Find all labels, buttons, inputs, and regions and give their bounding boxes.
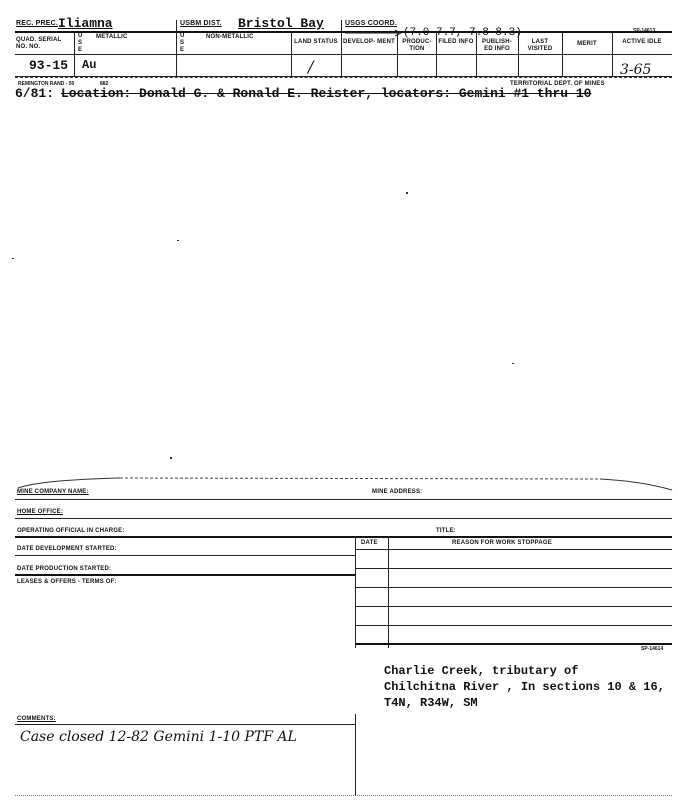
location-date: 6/81: — [15, 86, 55, 101]
speck — [12, 258, 14, 259]
rule — [15, 724, 355, 725]
location-text: Location: Donald G. & Ronald E. Reister, locators: Gemini #1 thru 10 — [61, 86, 592, 101]
quad-serial-value: 93-15 — [29, 58, 69, 73]
rule — [355, 606, 672, 607]
nonmetallic-label: NON-METALLIC — [206, 34, 254, 40]
production-label: PRODUC- TION — [402, 39, 432, 52]
development-label: DEVELOP- MENT — [343, 39, 395, 45]
rec-prec-label: REC. PREC. — [16, 20, 59, 27]
usgs-coord-label: USGS COORD. — [345, 20, 397, 27]
quad-serial-label: QUAD. SERIAL NO. NO. — [16, 37, 62, 50]
speck — [406, 192, 408, 194]
date-production-label: DATE PRODUCTION STARTED: — [17, 566, 112, 572]
rule — [355, 643, 672, 645]
mine-company-label: MINE COMPANY NAME: — [17, 489, 89, 495]
printer-note: REMINGTON RAND - 50 — [18, 81, 75, 87]
speck — [512, 363, 514, 364]
metallic-label: METALLIC — [96, 34, 128, 40]
rule — [15, 574, 355, 576]
date-column-label: DATE — [361, 540, 378, 546]
col-divider — [74, 31, 75, 76]
territorial-stamp: TERRITORIAL DEPT. OF MINES — [510, 81, 605, 87]
location-desc-line2: Chilchitna River , In sections 10 & 16, — [384, 680, 665, 694]
col-divider — [291, 31, 292, 76]
published-info-label: PUBLISH- ED INFO — [482, 39, 512, 52]
use-label-metallic: U S E — [78, 33, 83, 53]
rule — [355, 587, 672, 588]
usbm-dist-label: USBM DIST. — [180, 20, 222, 27]
location-desc-line1: Charlie Creek, tributary of — [384, 664, 579, 678]
comments-text: Case closed 12-82 Gemini 1-10 PTF AL — [20, 729, 297, 745]
printer-code: 882 — [100, 81, 109, 87]
form-number-bottom: SP-14614 — [641, 646, 664, 652]
speck — [177, 240, 179, 241]
table-left-border — [355, 536, 356, 648]
reason-stoppage-label: REASON FOR WORK STOPPAGE — [452, 540, 552, 546]
merit-label: MERIT — [577, 41, 597, 47]
land-status-mark: / — [308, 57, 314, 76]
bottom-noise — [15, 795, 672, 796]
leases-label: LEASES & OFFERS - TERMS OF: — [17, 579, 117, 585]
rec-prec-value: Iliamna — [58, 16, 113, 31]
rule — [15, 536, 672, 538]
date-development-label: DATE DEVELOPMENT STARTED: — [17, 546, 117, 552]
rule — [15, 555, 355, 556]
comments-label: COMMENTS: — [17, 716, 56, 722]
usgs-coord-value: (7.0-7.7, 7.8-8.3) — [403, 27, 522, 39]
col-divider — [562, 31, 563, 76]
mine-address-label: MINE ADDRESS: — [372, 489, 423, 495]
table-date-divider — [388, 536, 389, 648]
rule — [15, 499, 672, 500]
metallic-value: Au — [82, 58, 97, 72]
header-top-rule — [15, 31, 672, 33]
col-divider — [176, 20, 177, 76]
col-divider — [341, 20, 342, 76]
usbm-dist-value: Bristol Bay — [238, 16, 324, 31]
rule — [355, 568, 672, 569]
active-idle-label: ACTIVE IDLE — [622, 39, 662, 45]
home-office-label: HOME OFFICE: — [17, 509, 64, 515]
header-mid-rule — [15, 54, 672, 55]
use-label-nonmetallic: U S E — [180, 33, 185, 53]
location-desc-line3: T4N, R34W, SM — [384, 696, 478, 710]
last-visited-label: LAST VISITED — [527, 39, 553, 52]
rule — [355, 625, 672, 626]
rule — [15, 518, 672, 519]
form-number-top: SP-14613 — [633, 28, 656, 34]
col-divider — [612, 31, 613, 76]
title-label: TITLE: — [436, 528, 456, 534]
col-divider — [397, 31, 398, 76]
active-idle-value: 3-65 — [620, 62, 652, 78]
card-edge-curve — [0, 472, 678, 492]
rule — [355, 549, 672, 550]
operating-official-label: OPERATING OFFICIAL IN CHARGE: — [17, 528, 125, 534]
coord-arrow-line — [345, 29, 403, 37]
header-dash-rule — [15, 77, 672, 78]
speck — [170, 457, 172, 459]
filed-info-label: FILED INFO — [438, 39, 474, 45]
comments-divider — [355, 714, 356, 796]
land-status-label: LAND STATUS — [294, 39, 338, 45]
